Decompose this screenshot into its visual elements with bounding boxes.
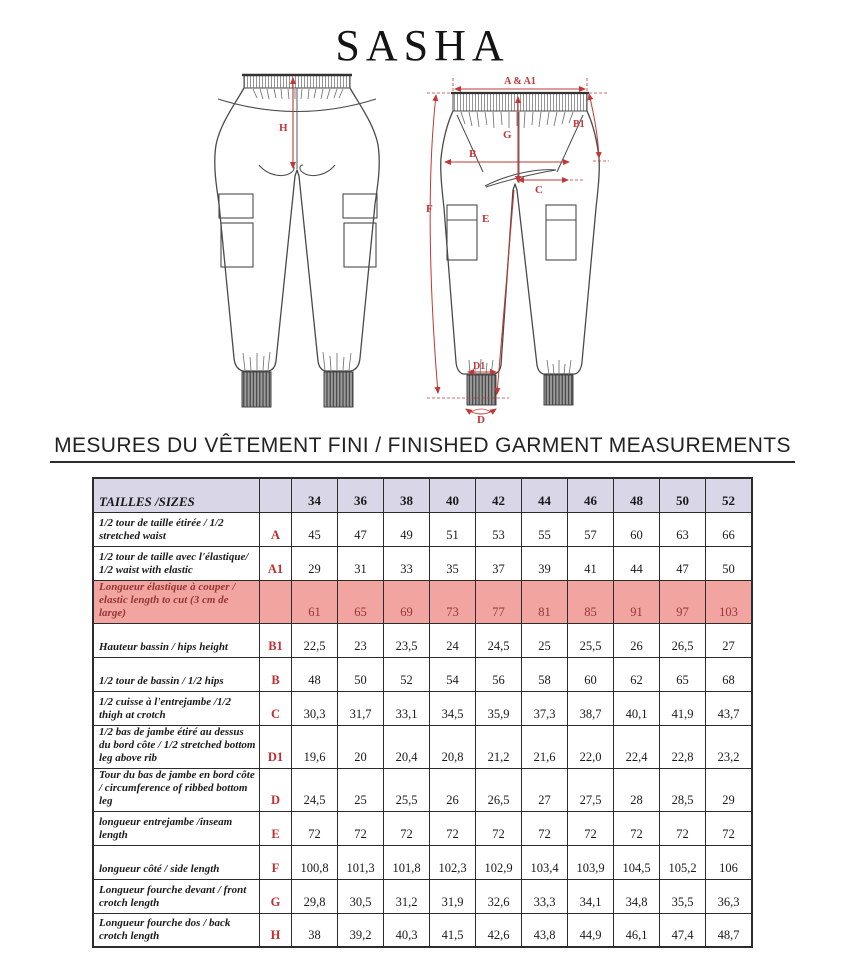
front-waistband	[451, 93, 589, 111]
measurement-value: 36,3	[706, 879, 753, 913]
measurement-letter: F	[260, 845, 292, 879]
measurement-value: 34,5	[430, 691, 476, 725]
measurement-value: 38	[292, 913, 338, 947]
measurement-value: 25	[338, 768, 384, 811]
measurement-value: 24,5	[476, 623, 522, 657]
measurement-value: 31,2	[384, 879, 430, 913]
measurement-row	[93, 725, 752, 768]
measurement-value: 20	[338, 725, 384, 768]
measurement-value: 72	[384, 811, 430, 845]
measurement-value: 104,5	[614, 845, 660, 879]
measurement-value: 50	[706, 546, 753, 580]
measurement-value: 20,8	[430, 725, 476, 768]
measure-label-c: C	[535, 184, 543, 197]
measurement-value: 69	[384, 580, 430, 623]
measurement-label: 1/2 cuisse à l'entrejambe /1/2 thigh at crotch	[93, 691, 260, 725]
pants-front-view-drawing	[423, 72, 638, 424]
section-heading: MESURES DU VÊTEMENT FINI / FINISHED GARMENT MEASUREMENTS	[50, 434, 795, 463]
measurement-value: 55	[522, 512, 568, 546]
measurement-row	[93, 811, 752, 845]
measurement-value: 57	[568, 512, 614, 546]
measure-label-g: G	[503, 129, 512, 142]
measurement-letter: D	[260, 768, 292, 811]
measurement-value: 34,1	[568, 879, 614, 913]
measurement-value: 26,5	[660, 623, 706, 657]
measurement-value: 26,5	[476, 768, 522, 811]
measurement-value: 25	[522, 623, 568, 657]
measurement-value: 29	[706, 768, 753, 811]
measurement-label: 1/2 bas de jambe étiré au dessus du bord côte / 1/2 stretched bottom leg above rib	[93, 725, 260, 768]
measurement-value: 65	[338, 580, 384, 623]
measurement-label: 1/2 tour de taille avec l'élastique/ 1/2 waist with elastic	[93, 546, 260, 580]
front-pocket-openings	[457, 115, 583, 172]
measurement-value: 50	[338, 657, 384, 691]
measurement-value: 29,8	[292, 879, 338, 913]
measurement-letter: H	[260, 913, 292, 947]
measurement-value: 30,3	[292, 691, 338, 725]
size-column-header: 46	[568, 478, 614, 512]
measurement-row	[93, 691, 752, 725]
measurement-letter: A1	[260, 546, 292, 580]
measurement-value: 60	[568, 657, 614, 691]
measurement-row	[93, 512, 752, 546]
measurement-value: 52	[384, 657, 430, 691]
measurement-value: 72	[568, 811, 614, 845]
measure-label-f: F	[426, 203, 433, 216]
measurement-value: 37,3	[522, 691, 568, 725]
measurement-value: 42,6	[476, 913, 522, 947]
measurement-label: Tour du bas de jambe en bord côte / circumference of ribbed bottom leg	[93, 768, 260, 811]
measure-label-h: H	[279, 122, 288, 135]
measurement-value: 33,3	[522, 879, 568, 913]
measurement-value: 85	[568, 580, 614, 623]
measurement-letter: D1	[260, 725, 292, 768]
size-column-header: 42	[476, 478, 522, 512]
front-ribbed-cuffs	[467, 375, 573, 405]
size-column-header: 48	[614, 478, 660, 512]
technical-drawings	[0, 72, 845, 428]
measurement-value: 39	[522, 546, 568, 580]
measurement-row	[93, 845, 752, 879]
measurement-value: 49	[384, 512, 430, 546]
measurement-label: 1/2 tour de taille étirée / 1/2 stretched waist	[93, 512, 260, 546]
measurement-row	[93, 657, 752, 691]
measurement-label: Longueur fourche devant / front crotch length	[93, 879, 260, 913]
measurement-value: 24	[430, 623, 476, 657]
measurement-value: 23,2	[706, 725, 753, 768]
measurement-row	[93, 580, 752, 623]
measurement-value: 23,5	[384, 623, 430, 657]
measurement-value: 27	[706, 623, 753, 657]
measurement-value: 25,5	[568, 623, 614, 657]
measurement-value: 27	[522, 768, 568, 811]
size-column-header: 34	[292, 478, 338, 512]
measurement-value: 72	[338, 811, 384, 845]
measurement-value: 81	[522, 580, 568, 623]
measurement-letter: G	[260, 879, 292, 913]
measurement-value: 44,9	[568, 913, 614, 947]
measurement-value: 22,5	[292, 623, 338, 657]
size-column-header: 36	[338, 478, 384, 512]
measurement-letter: E	[260, 811, 292, 845]
measurement-row	[93, 768, 752, 811]
measurement-value: 72	[522, 811, 568, 845]
measurement-label: Hauteur bassin / hips height	[93, 623, 260, 657]
measurement-letter	[260, 580, 292, 623]
measurement-value: 31,7	[338, 691, 384, 725]
measurement-value: 51	[430, 512, 476, 546]
measurement-value: 53	[476, 512, 522, 546]
measurement-value: 32,6	[476, 879, 522, 913]
back-cargo-pockets	[219, 194, 377, 267]
measurement-value: 33	[384, 546, 430, 580]
measurement-value: 56	[476, 657, 522, 691]
measurement-label: longueur côté / side length	[93, 845, 260, 879]
size-column-header: 52	[706, 478, 753, 512]
size-column-header: 50	[660, 478, 706, 512]
measurement-value: 26	[614, 623, 660, 657]
measurement-label: Longueur élastique à couper / elastic length to cut (3 cm de large)	[93, 580, 260, 623]
measurement-value: 39,2	[338, 913, 384, 947]
table-body	[93, 512, 752, 947]
measurement-value: 23	[338, 623, 384, 657]
measure-c-arrow	[518, 180, 583, 196]
measurement-value: 101,8	[384, 845, 430, 879]
measurement-value: 22,0	[568, 725, 614, 768]
measurement-value: 48,7	[706, 913, 753, 947]
measure-d-arrow	[466, 409, 496, 424]
measure-label-d: D	[477, 414, 485, 425]
measurement-value: 65	[660, 657, 706, 691]
measurement-value: 25,5	[384, 768, 430, 811]
measurement-value: 20,4	[384, 725, 430, 768]
measurement-value: 31,9	[430, 879, 476, 913]
back-ribbed-cuffs	[242, 372, 353, 407]
measurement-value: 28	[614, 768, 660, 811]
measure-label-e: E	[482, 213, 490, 226]
size-column-header: 44	[522, 478, 568, 512]
back-waistband	[242, 75, 352, 88]
sizes-header-label: TAILLES /SIZES	[93, 478, 260, 512]
measurement-value: 72	[660, 811, 706, 845]
measurement-value: 48	[292, 657, 338, 691]
pants-back-view-drawing	[207, 72, 397, 412]
measurement-value: 43,7	[706, 691, 753, 725]
measurement-value: 103	[706, 580, 753, 623]
fly-topstitch-curve	[485, 170, 556, 187]
letter-column-header	[260, 478, 292, 512]
measurement-value: 105,2	[660, 845, 706, 879]
measurement-value: 61	[292, 580, 338, 623]
measurement-row	[93, 623, 752, 657]
measurement-value: 27,5	[568, 768, 614, 811]
measurement-value: 73	[430, 580, 476, 623]
measurement-value: 37	[476, 546, 522, 580]
measurement-value: 46,1	[614, 913, 660, 947]
measurement-row	[93, 879, 752, 913]
measurement-value: 100,8	[292, 845, 338, 879]
measurement-value: 19,6	[292, 725, 338, 768]
measurement-letter: C	[260, 691, 292, 725]
measurement-value: 26	[430, 768, 476, 811]
measurement-value: 21,2	[476, 725, 522, 768]
measurement-row	[93, 546, 752, 580]
measurement-value: 97	[660, 580, 706, 623]
measurement-letter: B	[260, 657, 292, 691]
measurement-value: 103,9	[568, 845, 614, 879]
measurement-letter: A	[260, 512, 292, 546]
measurement-value: 91	[614, 580, 660, 623]
measure-f-arrow	[426, 95, 438, 393]
measurement-value: 34,8	[614, 879, 660, 913]
measure-label-b1: B1	[573, 119, 585, 131]
measurement-value: 47,4	[660, 913, 706, 947]
back-waist-gathers	[253, 89, 343, 99]
measurement-value: 102,3	[430, 845, 476, 879]
measurement-value: 44	[614, 546, 660, 580]
measurement-value: 72	[476, 811, 522, 845]
measurement-value: 62	[614, 657, 660, 691]
measurement-label: longueur entrejambe /inseam length	[93, 811, 260, 845]
measurement-value: 38,7	[568, 691, 614, 725]
measurement-value: 30,5	[338, 879, 384, 913]
section-heading-wrap	[0, 434, 845, 463]
page-title: SASHA	[335, 21, 510, 70]
measurement-label: Longueur fourche dos / back crotch length	[93, 913, 260, 947]
measurement-value: 72	[292, 811, 338, 845]
measurements-table	[92, 477, 753, 948]
back-ankle-gathers	[243, 352, 351, 370]
measurement-value: 41	[568, 546, 614, 580]
table-header-row	[93, 478, 752, 512]
measurement-value: 33,1	[384, 691, 430, 725]
measurement-value: 45	[292, 512, 338, 546]
measurement-value: 102,9	[476, 845, 522, 879]
measurement-row	[93, 913, 752, 947]
measurement-value: 66	[706, 512, 753, 546]
measurement-value: 47	[338, 512, 384, 546]
measurement-value: 35,9	[476, 691, 522, 725]
measurement-value: 77	[476, 580, 522, 623]
size-column-header: 40	[430, 478, 476, 512]
measurement-value: 28,5	[660, 768, 706, 811]
measurement-value: 54	[430, 657, 476, 691]
table-header	[93, 478, 752, 512]
measurement-value: 43,8	[522, 913, 568, 947]
measurement-value: 21,6	[522, 725, 568, 768]
measurement-value: 40,3	[384, 913, 430, 947]
measurement-value: 101,3	[338, 845, 384, 879]
size-column-header: 38	[384, 478, 430, 512]
measurement-value: 22,8	[660, 725, 706, 768]
measurement-value: 68	[706, 657, 753, 691]
measure-label-d1: D1	[473, 361, 486, 373]
measure-b-arrow	[445, 148, 569, 162]
measure-label-b: B	[469, 148, 477, 161]
measurement-value: 35	[430, 546, 476, 580]
measurement-value: 47	[660, 546, 706, 580]
measurement-value: 106	[706, 845, 753, 879]
measurement-value: 35,5	[660, 879, 706, 913]
measurement-value: 22,4	[614, 725, 660, 768]
measurement-value: 58	[522, 657, 568, 691]
measure-label-a-a1: A & A1	[504, 76, 536, 88]
measurement-letter: B1	[260, 623, 292, 657]
measurement-value: 41,9	[660, 691, 706, 725]
measurement-value: 60	[614, 512, 660, 546]
measurement-value: 41,5	[430, 913, 476, 947]
measurement-label: 1/2 tour de bassin / 1/2 hips	[93, 657, 260, 691]
measurement-value: 72	[430, 811, 476, 845]
measurement-value: 24,5	[292, 768, 338, 811]
measurement-value: 63	[660, 512, 706, 546]
measurement-value: 103,4	[522, 845, 568, 879]
measurement-value: 72	[614, 811, 660, 845]
front-waist-gathers	[461, 112, 573, 128]
measurement-value: 40,1	[614, 691, 660, 725]
measurement-value: 29	[292, 546, 338, 580]
measurement-value: 72	[706, 811, 753, 845]
measurement-value: 31	[338, 546, 384, 580]
